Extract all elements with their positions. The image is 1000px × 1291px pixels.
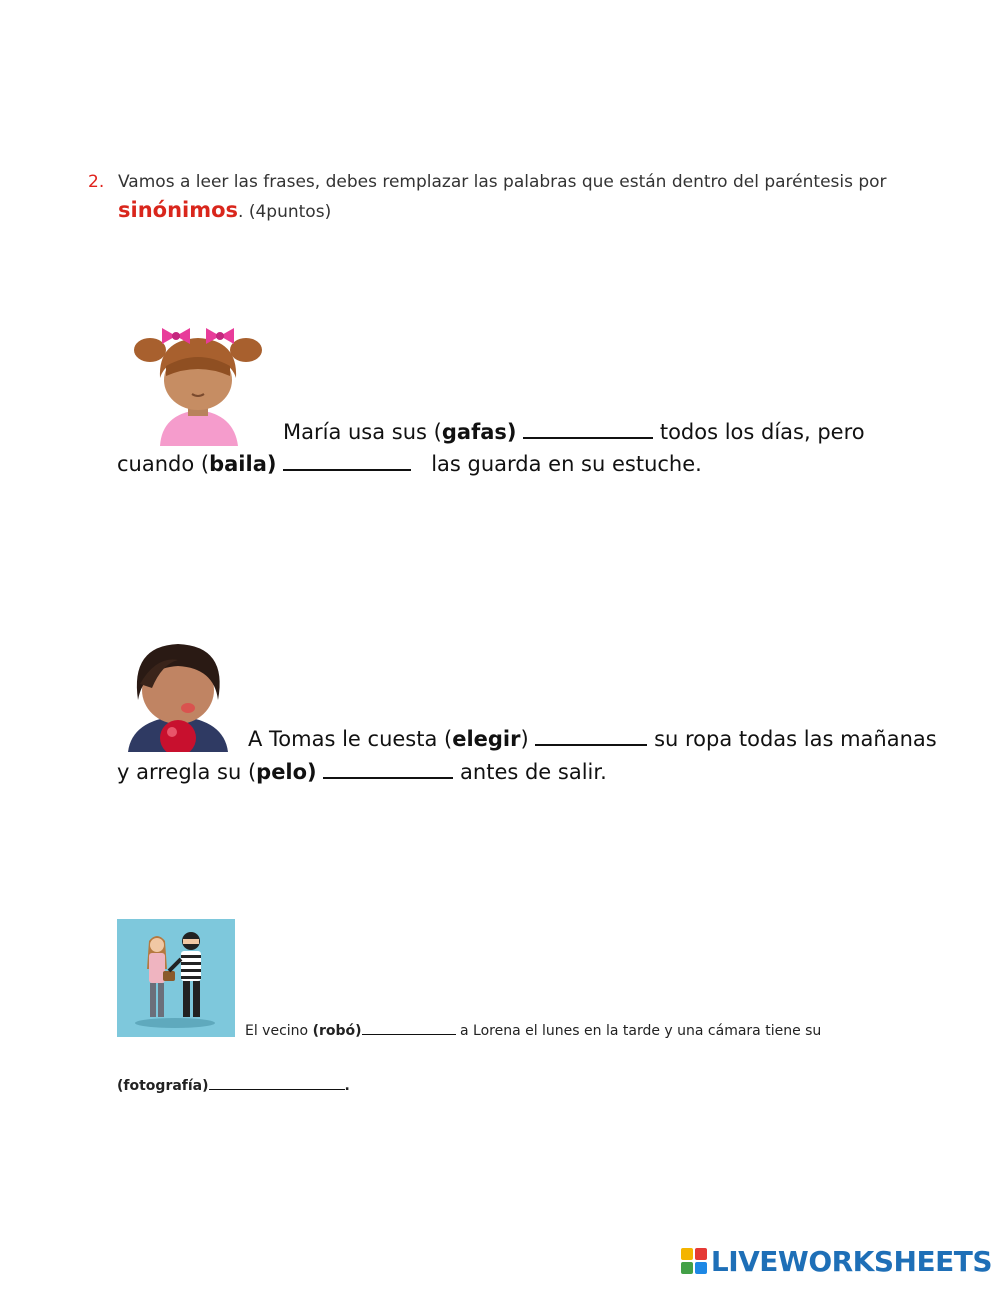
target-word-robo: (robó): [312, 1023, 362, 1039]
answer-blank-fotografia[interactable]: [209, 1077, 345, 1090]
target-word-pelo: pelo): [256, 760, 317, 784]
target-word-baila: baila): [209, 452, 277, 476]
thief-robbing-woman-icon: [117, 919, 235, 1037]
sentence-1-line-1: María usa sus (gafas) todos los días, pero: [283, 420, 865, 444]
sentence-3-line-1: El vecino (robó) a Lorena el lunes en la tarde y una cámara tiene su: [245, 1023, 822, 1039]
target-word-elegir: elegir: [452, 727, 521, 751]
instruction-text: Vamos a leer las frases, debes remplazar las palabras que están dentro del paréntesis por sinónimos. (4puntos): [118, 172, 887, 222]
answer-blank-baila[interactable]: [283, 453, 411, 471]
logo-text: LIVEWORKSHEETS: [710, 1244, 992, 1278]
target-word-gafas: gafas): [441, 420, 517, 444]
liveworksheets-logo: [681, 1245, 992, 1277]
keyword-sinonimos: sinónimos: [118, 198, 239, 222]
question-number: 2.: [88, 172, 105, 192]
sentence-2-line-2: y arregla su (pelo) antes de salir.: [117, 760, 607, 784]
sentence-1-line-2: cuando (baila) las guarda en su estuche.: [117, 452, 702, 476]
girl-with-pigtails-icon: [132, 318, 264, 446]
answer-blank-elegir[interactable]: [535, 728, 647, 746]
sentence-2-line-1: A Tomas le cuesta (elegir) su ropa todas las mañanas: [248, 727, 937, 751]
liveworksheets-logo-icon: [681, 1248, 707, 1274]
sentence-3-line-2: (fotografía) .: [117, 1078, 350, 1094]
answer-blank-robo[interactable]: [362, 1022, 456, 1035]
boy-with-apple-icon: [116, 634, 242, 752]
answer-blank-pelo[interactable]: [323, 761, 453, 779]
answer-blank-gafas[interactable]: [523, 421, 653, 439]
target-word-fotografia: (fotografía): [117, 1078, 209, 1094]
